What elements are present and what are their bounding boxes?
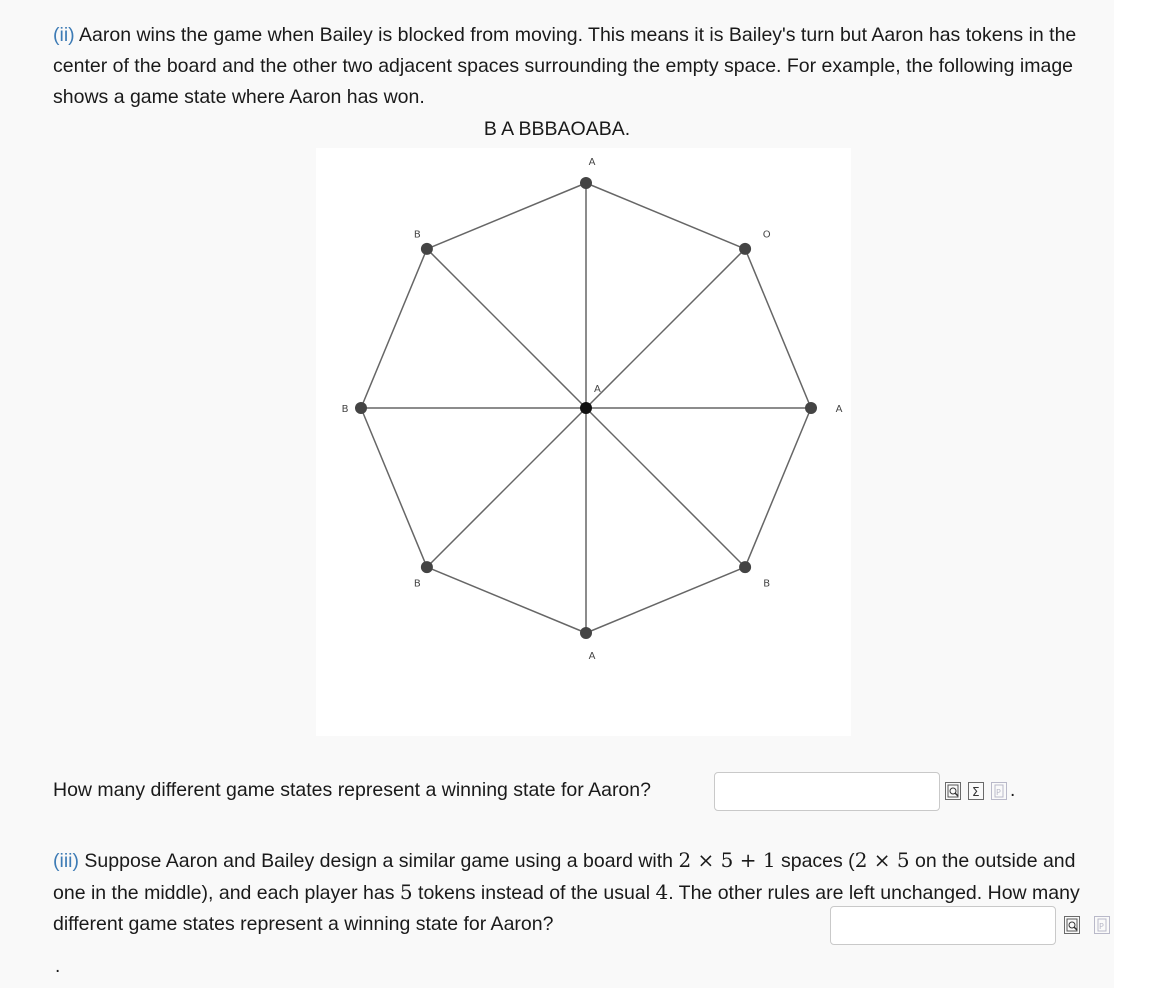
- preview-icon[interactable]: [945, 782, 961, 800]
- part-iii-text-e: . The other rules are left unchanged. How many different game states represent a winning state for Aaron?: [53, 882, 1080, 935]
- part-iii-text-a: Suppose Aaron and Bailey design a similar game using a board with: [78, 850, 679, 872]
- answer-input-ii[interactable]: [714, 772, 940, 811]
- board-node: [580, 177, 592, 189]
- board-edge: [745, 249, 811, 408]
- math-usual-tokens: 4: [655, 880, 669, 904]
- board-spoke: [586, 249, 745, 408]
- board-node: [421, 243, 433, 255]
- board-node: [355, 402, 367, 414]
- part-iii-label: (iii): [53, 850, 79, 872]
- board-center-node: [580, 402, 592, 414]
- preview-icon[interactable]: [1064, 916, 1080, 934]
- board-caption: B A BBBAOABA.: [483, 118, 631, 140]
- board-node-label: B: [413, 229, 421, 241]
- svg-text:Σ: Σ: [972, 785, 980, 799]
- svg-text:P: P: [996, 788, 1001, 797]
- answer-input-iii[interactable]: [830, 906, 1056, 945]
- board-node-label: A: [835, 404, 843, 415]
- math-outside-count: 2 × 5: [854, 848, 910, 872]
- math-board-size: 2 × 5 + 1: [678, 848, 776, 872]
- part-iii-text-c: on the outside and one in the middle), and each player has: [53, 850, 1076, 904]
- board-edge: [361, 249, 427, 408]
- board-center-label: A: [594, 384, 601, 395]
- math-new-tokens: 5: [399, 880, 413, 904]
- file-icon[interactable]: [1094, 916, 1110, 934]
- part-iii-text-b: spaces (: [775, 850, 855, 872]
- board-node-label: B: [341, 404, 349, 415]
- board-edge: [427, 567, 586, 633]
- board-edge: [427, 183, 586, 249]
- board-node-label: B: [763, 578, 771, 590]
- board-spoke: [427, 249, 586, 408]
- board-node-label: A: [588, 651, 596, 662]
- board-node-label: B: [413, 578, 421, 590]
- board-edge: [361, 408, 427, 567]
- board-node: [739, 561, 751, 573]
- part-ii-text: Aaron wins the game when Bailey is blocked from moving. This means it is Bailey's turn but Aaron has tokens in the center of the board and the other two adjacent spaces surrounding the empty space. For example, the following image shows a game state where Aaron has won.: [53, 24, 1077, 108]
- board-edge: [586, 567, 745, 633]
- part-iii-period: .: [55, 956, 61, 977]
- board-node: [580, 627, 592, 639]
- board-node-label: A: [588, 157, 596, 168]
- board-spoke: [586, 408, 745, 567]
- game-board-diagram: [316, 148, 851, 736]
- game-board-image: [316, 148, 851, 736]
- board-edge: [586, 183, 745, 249]
- board-node: [421, 561, 433, 573]
- part-iii-text-d: tokens instead of the usual: [412, 882, 656, 904]
- board-node: [805, 402, 817, 414]
- question-ii-period: .: [1010, 780, 1016, 801]
- board-edge: [745, 408, 811, 567]
- equation-editor-icon[interactable]: [968, 782, 984, 800]
- part-ii-paragraph: [53, 20, 1113, 113]
- board-node: [739, 243, 751, 255]
- svg-text:P: P: [1099, 922, 1104, 931]
- file-icon[interactable]: [991, 782, 1007, 800]
- question-ii: How many different game states represent a winning state for Aaron?: [53, 779, 651, 801]
- board-spoke: [427, 408, 586, 567]
- part-ii-label: (ii): [53, 24, 75, 46]
- board-node-label: O: [762, 229, 771, 241]
